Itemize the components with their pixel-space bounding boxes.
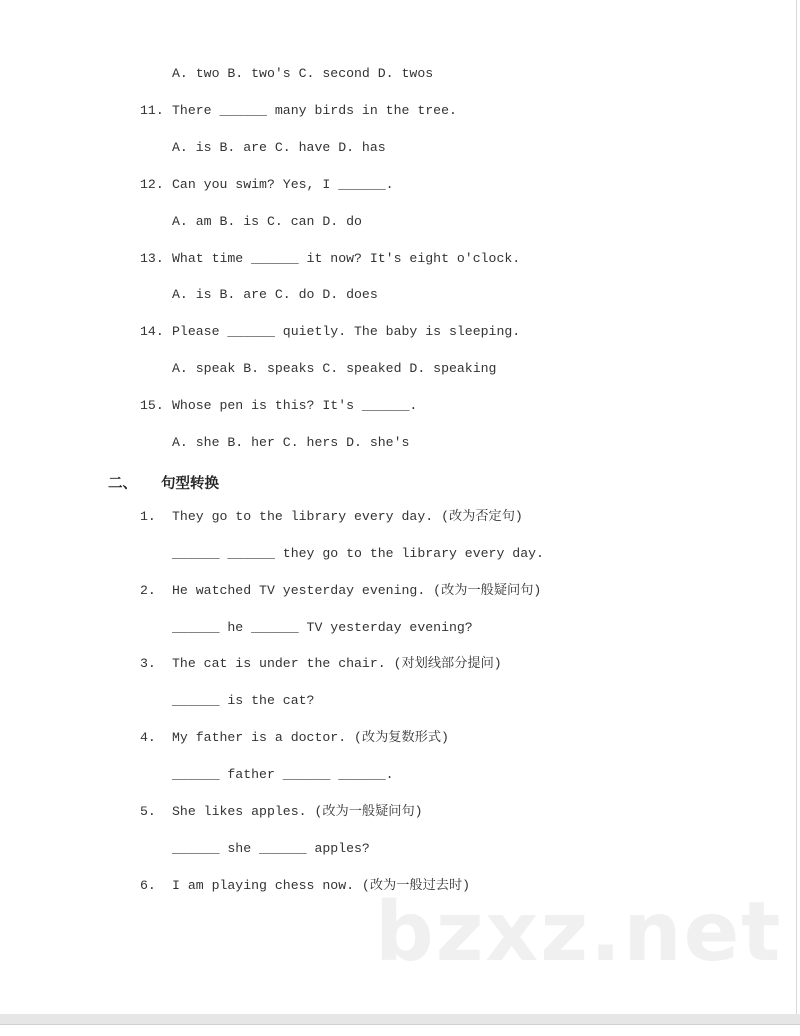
options-text: ______ he ______ TV yesterday evening? xyxy=(172,619,473,635)
question-text: What time ______ it now? It's eight o'clock. xyxy=(172,250,521,266)
question-number: 5. xyxy=(140,804,156,819)
answer-line xyxy=(0,66,796,82)
question-text: I am playing chess now. (改为一般过去时) xyxy=(172,877,471,893)
question-number: 14. xyxy=(140,324,164,340)
answer-line xyxy=(0,767,796,783)
section-number: 二、 xyxy=(108,475,137,492)
answer-line xyxy=(0,287,796,303)
question-text: Can you swim? Yes, I ______. xyxy=(172,176,394,192)
answer-line xyxy=(0,620,796,636)
question-text: There ______ many birds in the tree. xyxy=(172,102,457,118)
section-heading xyxy=(108,472,219,493)
question-number: 11. xyxy=(140,102,164,118)
question xyxy=(0,103,796,119)
options-text: A. is B. are C. have D. has xyxy=(172,139,386,155)
question-number: 6. xyxy=(140,877,156,893)
options-text: ______ ______ they go to the library every day. xyxy=(172,545,544,561)
question-text: She likes apples. (改为一般疑问句) xyxy=(172,804,423,819)
watermark: bzxz.net xyxy=(375,885,783,980)
question-text: He watched TV yesterday evening. (改为一般疑问句) xyxy=(172,582,542,598)
question xyxy=(0,509,796,525)
question xyxy=(0,398,796,414)
question-text: The cat is under the chair. (对划线部分提问) xyxy=(172,656,502,672)
answer-line xyxy=(0,435,796,451)
question-number: 3. xyxy=(140,656,156,672)
question-text: My father is a doctor. (改为复数形式) xyxy=(172,730,449,746)
question xyxy=(0,804,796,820)
options-text: A. she B. her C. hers D. she's xyxy=(172,435,410,450)
answer-line xyxy=(0,214,796,230)
question-number: 12. xyxy=(140,176,164,192)
question-text: Whose pen is this? It's ______. xyxy=(172,398,418,414)
answer-line xyxy=(0,693,796,709)
question-number: 4. xyxy=(140,730,156,746)
question xyxy=(0,656,796,672)
answer-line xyxy=(0,841,796,857)
question xyxy=(0,583,796,599)
question-number: 13. xyxy=(140,250,164,266)
question xyxy=(0,177,796,193)
options-text: A. two B. two's C. second D. twos xyxy=(172,66,434,81)
options-text: A. speak B. speaks C. speaked D. speaking xyxy=(172,361,497,377)
options-text: ______ is the cat? xyxy=(172,693,315,709)
answer-line xyxy=(0,546,796,562)
question xyxy=(0,251,796,267)
options-text: A. is B. are C. do D. does xyxy=(172,287,378,303)
question-number: 15. xyxy=(140,398,164,414)
question-number: 2. xyxy=(140,582,156,598)
question-text: They go to the library every day. (改为否定句) xyxy=(172,508,523,524)
question xyxy=(0,730,796,746)
options-text: ______ she ______ apples? xyxy=(172,840,370,856)
section-title: 句型转换 xyxy=(161,475,219,492)
question-text: Please ______ quietly. The baby is sleeping. xyxy=(172,324,521,340)
question xyxy=(0,324,796,340)
answer-line xyxy=(0,140,796,156)
options-text: A. am B. is C. can D. do xyxy=(172,213,362,229)
question-number: 1. xyxy=(140,508,156,524)
answer-line xyxy=(0,361,796,377)
page-separator xyxy=(0,1014,800,1025)
options-text: ______ father ______ ______. xyxy=(172,767,394,783)
